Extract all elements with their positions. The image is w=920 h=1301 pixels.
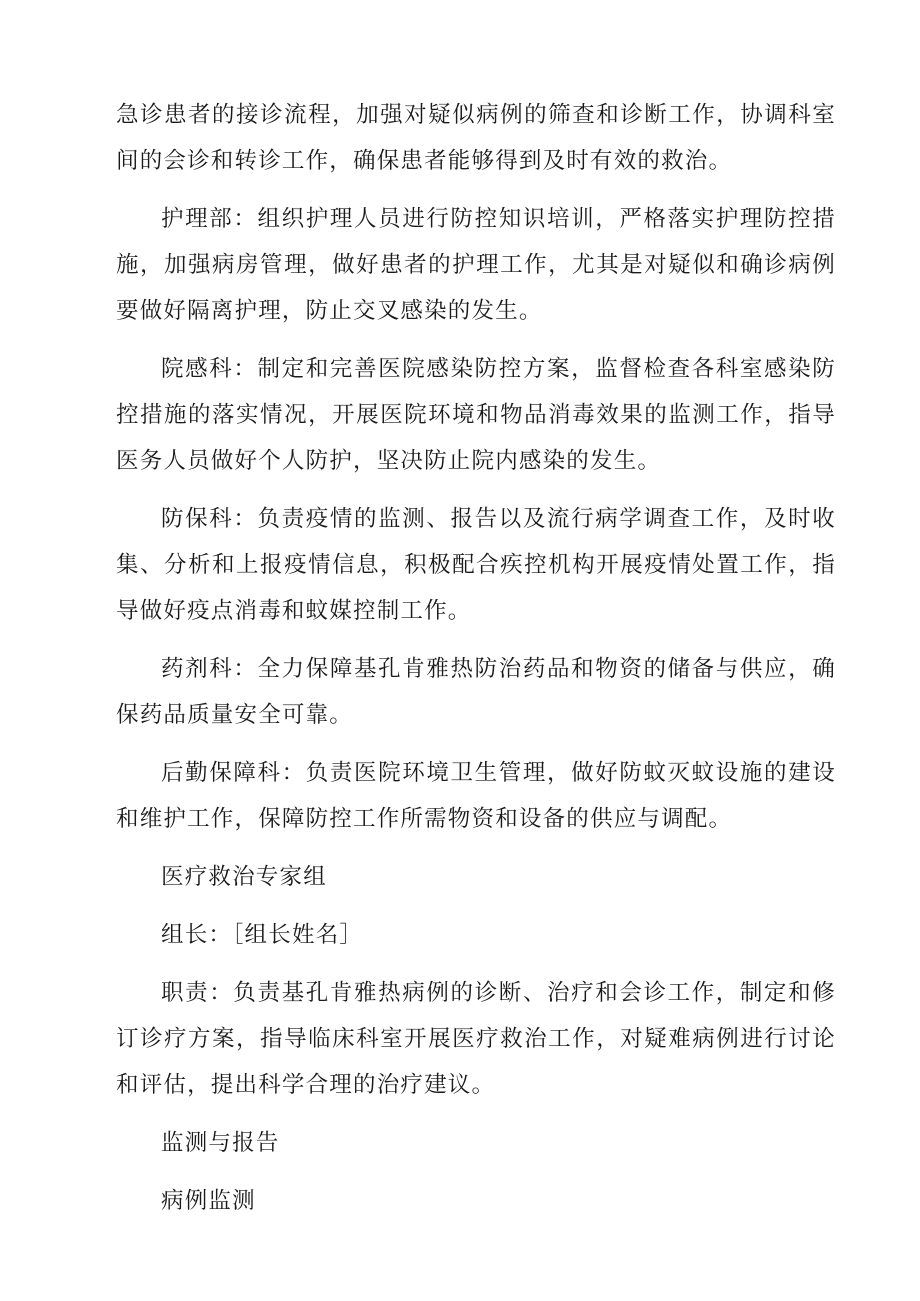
group-leader-line: 组长：［组长姓名］: [161, 922, 364, 948]
paragraph-prevention-section: 防保科：负责疫情的监测、报告以及流行病学调查工作，及时收集、分析和上报疫情信息，积极配合疾控机构开展疫情处置工作，指导做好疫点消毒和蚊媒控制工作。: [116, 506, 836, 624]
heading-expert-group: 医疗救治专家组: [161, 864, 327, 890]
paragraph-responsibilities: 职责：负责基孔肯雅热病例的诊断、治疗和会诊工作，制定和修订诊疗方案，指导临床科室开展医疗救治工作，对疑难病例进行讨论和评估，提出科学合理的治疗建议。: [116, 980, 836, 1098]
paragraph-pharmacy: 药剂科：全力保障基孔肯雅热防治药品和物资的储备与供应，确保药品质量安全可靠。: [116, 656, 836, 728]
paragraph-infection-control: 院感科：制定和完善医院感染防控方案，监督检查各科室感染防控措施的落实情况，开展医院环境和物品消毒效果的监测工作，指导医务人员做好个人防护，坚决防止院内感染的发生。: [116, 356, 836, 474]
document-body: [116, 92, 836, 1236]
paragraph-emergency-continuation: 急诊患者的接诊流程，加强对疑似病例的筛查和诊断工作，协调科室间的会诊和转诊工作，确保患者能够得到及时有效的救治。: [116, 102, 836, 174]
paragraph-nursing-department: 护理部：组织护理人员进行防控知识培训，严格落实护理防控措施，加强病房管理，做好患者的护理工作，尤其是对疑似和确诊病例要做好隔离护理，防止交叉感染的发生。: [116, 206, 836, 324]
heading-case-monitoring: 病例监测: [161, 1188, 256, 1214]
heading-monitoring-reporting: 监测与报告: [161, 1130, 280, 1156]
paragraph-logistics: 后勤保障科：负责医院环境卫生管理，做好防蚊灭蚊设施的建设和维护工作，保障防控工作所需物资和设备的供应与调配。: [116, 760, 836, 832]
